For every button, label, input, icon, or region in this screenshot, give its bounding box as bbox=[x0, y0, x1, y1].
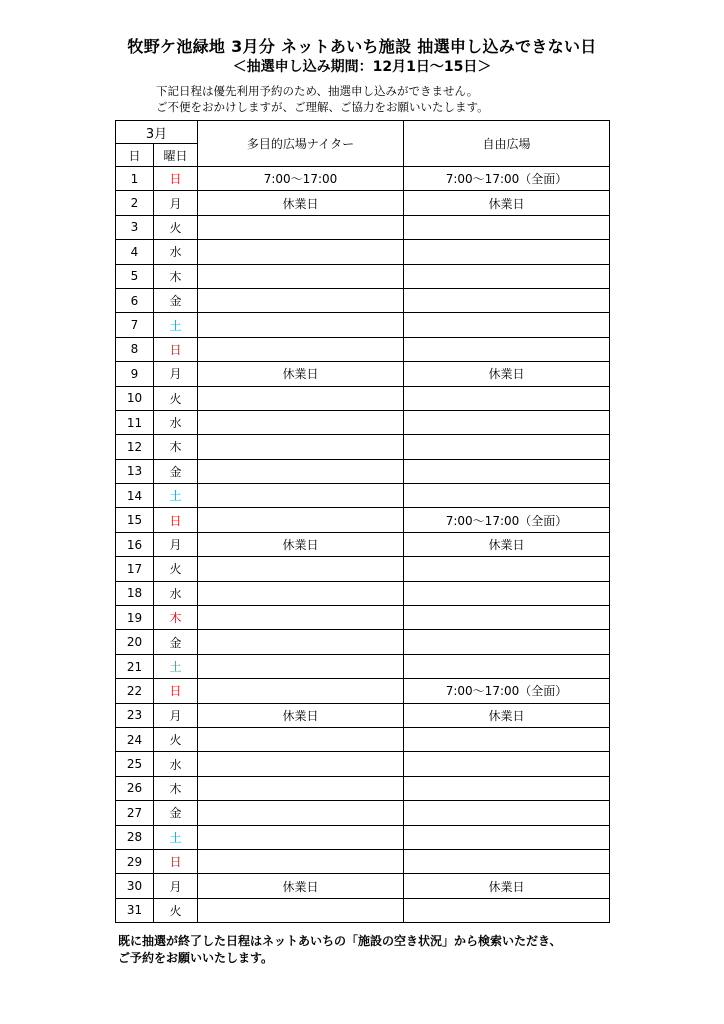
multipurpose-cell bbox=[198, 801, 404, 825]
page-title: 牧野ケ池緑地 3月分 ネットあいち施設 抽選申し込みできない日 bbox=[127, 37, 597, 56]
multipurpose-cell bbox=[198, 679, 404, 703]
table-row bbox=[116, 654, 610, 678]
day-cell: 15 bbox=[116, 508, 154, 532]
day-cell: 26 bbox=[116, 776, 154, 800]
multipurpose-cell bbox=[198, 727, 404, 751]
weekday-cell: 木 bbox=[154, 606, 198, 630]
multipurpose-cell bbox=[198, 898, 404, 922]
table-row bbox=[116, 264, 610, 288]
table-row bbox=[116, 435, 610, 459]
weekday-cell: 水 bbox=[154, 410, 198, 434]
schedule-table bbox=[115, 120, 610, 923]
multipurpose-cell bbox=[198, 557, 404, 581]
weekday-cell: 木 bbox=[154, 776, 198, 800]
weekday-cell: 日 bbox=[154, 679, 198, 703]
free-plaza-cell: 休業日 bbox=[404, 532, 610, 556]
table-row bbox=[116, 459, 610, 483]
weekday-cell: 日 bbox=[154, 167, 198, 191]
multipurpose-cell bbox=[198, 752, 404, 776]
table-row bbox=[116, 801, 610, 825]
weekday-cell: 火 bbox=[154, 727, 198, 751]
weekday-cell: 金 bbox=[154, 801, 198, 825]
free-plaza-cell: 7:00～17:00（全面） bbox=[404, 679, 610, 703]
free-plaza-cell bbox=[404, 581, 610, 605]
free-plaza-cell bbox=[404, 849, 610, 873]
table-row bbox=[116, 410, 610, 434]
day-cell: 29 bbox=[116, 849, 154, 873]
day-cell: 11 bbox=[116, 410, 154, 434]
weekday-cell: 木 bbox=[154, 435, 198, 459]
day-cell: 20 bbox=[116, 630, 154, 654]
free-plaza-cell bbox=[404, 484, 610, 508]
day-cell: 28 bbox=[116, 825, 154, 849]
multipurpose-cell bbox=[198, 654, 404, 678]
free-plaza-cell bbox=[404, 776, 610, 800]
multipurpose-cell: 休業日 bbox=[198, 362, 404, 386]
day-cell: 21 bbox=[116, 654, 154, 678]
footer-line-1: 既に抽選が終了した日程はネットあいちの「施設の空き状況」から検索いただき、 bbox=[118, 934, 562, 948]
free-plaza-cell: 休業日 bbox=[404, 703, 610, 727]
month-header: 3月 bbox=[116, 121, 198, 144]
multipurpose-cell bbox=[198, 581, 404, 605]
day-cell: 14 bbox=[116, 484, 154, 508]
free-plaza-cell bbox=[404, 386, 610, 410]
multipurpose-cell bbox=[198, 484, 404, 508]
free-plaza-cell bbox=[404, 288, 610, 312]
table-row bbox=[116, 703, 610, 727]
free-plaza-cell: 休業日 bbox=[404, 191, 610, 215]
multipurpose-cell bbox=[198, 776, 404, 800]
day-cell: 3 bbox=[116, 215, 154, 239]
free-plaza-cell bbox=[404, 215, 610, 239]
multipurpose-cell: 休業日 bbox=[198, 532, 404, 556]
weekday-cell: 水 bbox=[154, 752, 198, 776]
day-cell: 17 bbox=[116, 557, 154, 581]
table-row bbox=[116, 727, 610, 751]
free-plaza-cell bbox=[404, 752, 610, 776]
free-plaza-cell bbox=[404, 264, 610, 288]
table-row bbox=[116, 606, 610, 630]
notice bbox=[156, 83, 489, 115]
table-row bbox=[116, 167, 610, 191]
free-plaza-cell: 休業日 bbox=[404, 362, 610, 386]
day-cell: 1 bbox=[116, 167, 154, 191]
free-plaza-cell bbox=[404, 459, 610, 483]
free-plaza-cell bbox=[404, 825, 610, 849]
day-cell: 16 bbox=[116, 532, 154, 556]
weekday-cell: 火 bbox=[154, 898, 198, 922]
table-row bbox=[116, 191, 610, 215]
footer-note bbox=[118, 933, 562, 967]
table-row bbox=[116, 557, 610, 581]
multipurpose-cell: 7:00～17:00 bbox=[198, 167, 404, 191]
multipurpose-cell bbox=[198, 630, 404, 654]
day-cell: 12 bbox=[116, 435, 154, 459]
weekday-column-header: 曜日 bbox=[154, 144, 198, 167]
table-row bbox=[116, 898, 610, 922]
multipurpose-cell bbox=[198, 264, 404, 288]
day-cell: 31 bbox=[116, 898, 154, 922]
multipurpose-cell bbox=[198, 508, 404, 532]
multipurpose-cell bbox=[198, 849, 404, 873]
multipurpose-cell: 休業日 bbox=[198, 191, 404, 215]
day-cell: 4 bbox=[116, 240, 154, 264]
weekday-cell: 水 bbox=[154, 240, 198, 264]
table-row bbox=[116, 240, 610, 264]
weekday-cell: 土 bbox=[154, 654, 198, 678]
day-cell: 10 bbox=[116, 386, 154, 410]
day-cell: 19 bbox=[116, 606, 154, 630]
free-plaza-cell bbox=[404, 606, 610, 630]
multipurpose-cell: 休業日 bbox=[198, 874, 404, 898]
table-row bbox=[116, 313, 610, 337]
day-column-header: 日 bbox=[116, 144, 154, 167]
day-cell: 6 bbox=[116, 288, 154, 312]
free-plaza-cell bbox=[404, 313, 610, 337]
free-plaza-cell bbox=[404, 630, 610, 654]
day-cell: 2 bbox=[116, 191, 154, 215]
table-row bbox=[116, 484, 610, 508]
weekday-cell: 月 bbox=[154, 362, 198, 386]
free-plaza-cell bbox=[404, 801, 610, 825]
multipurpose-cell: 休業日 bbox=[198, 703, 404, 727]
day-cell: 13 bbox=[116, 459, 154, 483]
free-plaza-cell bbox=[404, 410, 610, 434]
free-plaza-cell bbox=[404, 240, 610, 264]
weekday-cell: 日 bbox=[154, 508, 198, 532]
day-cell: 8 bbox=[116, 337, 154, 361]
table-row bbox=[116, 532, 610, 556]
weekday-cell: 月 bbox=[154, 703, 198, 727]
free-plaza-cell bbox=[404, 337, 610, 361]
day-cell: 5 bbox=[116, 264, 154, 288]
day-cell: 22 bbox=[116, 679, 154, 703]
table-row bbox=[116, 362, 610, 386]
free-plaza-cell bbox=[404, 898, 610, 922]
weekday-cell: 木 bbox=[154, 264, 198, 288]
table-row bbox=[116, 849, 610, 873]
weekday-cell: 水 bbox=[154, 581, 198, 605]
multipurpose-cell bbox=[198, 288, 404, 312]
multipurpose-cell bbox=[198, 825, 404, 849]
notice-line-2: ご不便をおかけしますが、ご理解、ご協力をお願いいたします。 bbox=[156, 100, 489, 114]
weekday-cell: 月 bbox=[154, 874, 198, 898]
weekday-cell: 土 bbox=[154, 825, 198, 849]
table-row bbox=[116, 508, 610, 532]
table-row bbox=[116, 386, 610, 410]
free-plaza-cell bbox=[404, 557, 610, 581]
day-cell: 27 bbox=[116, 801, 154, 825]
weekday-cell: 月 bbox=[154, 191, 198, 215]
multipurpose-cell bbox=[198, 410, 404, 434]
table-row bbox=[116, 776, 610, 800]
weekday-cell: 土 bbox=[154, 484, 198, 508]
weekday-cell: 金 bbox=[154, 288, 198, 312]
free-plaza-cell: 7:00～17:00（全面） bbox=[404, 167, 610, 191]
free-plaza-cell: 7:00～17:00（全面） bbox=[404, 508, 610, 532]
notice-line-1: 下記日程は優先利用予約のため、抽選申し込みができません。 bbox=[156, 84, 479, 98]
table-row bbox=[116, 630, 610, 654]
day-cell: 23 bbox=[116, 703, 154, 727]
multipurpose-cell bbox=[198, 459, 404, 483]
multipurpose-cell bbox=[198, 606, 404, 630]
free-plaza-cell bbox=[404, 435, 610, 459]
day-cell: 9 bbox=[116, 362, 154, 386]
multipurpose-cell bbox=[198, 435, 404, 459]
weekday-cell: 金 bbox=[154, 630, 198, 654]
free-plaza-cell bbox=[404, 654, 610, 678]
weekday-cell: 火 bbox=[154, 557, 198, 581]
weekday-cell: 月 bbox=[154, 532, 198, 556]
weekday-cell: 日 bbox=[154, 849, 198, 873]
table-row bbox=[116, 337, 610, 361]
table-row bbox=[116, 825, 610, 849]
table-row bbox=[116, 581, 610, 605]
day-cell: 30 bbox=[116, 874, 154, 898]
day-cell: 18 bbox=[116, 581, 154, 605]
weekday-cell: 土 bbox=[154, 313, 198, 337]
footer-line-2: ご予約をお願いいたします。 bbox=[118, 951, 274, 965]
day-cell: 7 bbox=[116, 313, 154, 337]
table-row bbox=[116, 288, 610, 312]
multipurpose-cell bbox=[198, 240, 404, 264]
weekday-cell: 火 bbox=[154, 215, 198, 239]
facility-header-free-plaza: 自由広場 bbox=[404, 121, 610, 167]
free-plaza-cell bbox=[404, 727, 610, 751]
free-plaza-cell: 休業日 bbox=[404, 874, 610, 898]
multipurpose-cell bbox=[198, 337, 404, 361]
table-row bbox=[116, 752, 610, 776]
table-row bbox=[116, 679, 610, 703]
weekday-cell: 火 bbox=[154, 386, 198, 410]
day-cell: 24 bbox=[116, 727, 154, 751]
multipurpose-cell bbox=[198, 386, 404, 410]
application-period: ＜抽選申し込み期間：12月1日～15日＞ bbox=[232, 59, 492, 75]
weekday-cell: 金 bbox=[154, 459, 198, 483]
multipurpose-cell bbox=[198, 215, 404, 239]
facility-header-multipurpose: 多目的広場ナイター bbox=[198, 121, 404, 167]
weekday-cell: 日 bbox=[154, 337, 198, 361]
table-row bbox=[116, 874, 610, 898]
multipurpose-cell bbox=[198, 313, 404, 337]
table-row bbox=[116, 215, 610, 239]
day-cell: 25 bbox=[116, 752, 154, 776]
schedule-rows bbox=[116, 167, 610, 923]
